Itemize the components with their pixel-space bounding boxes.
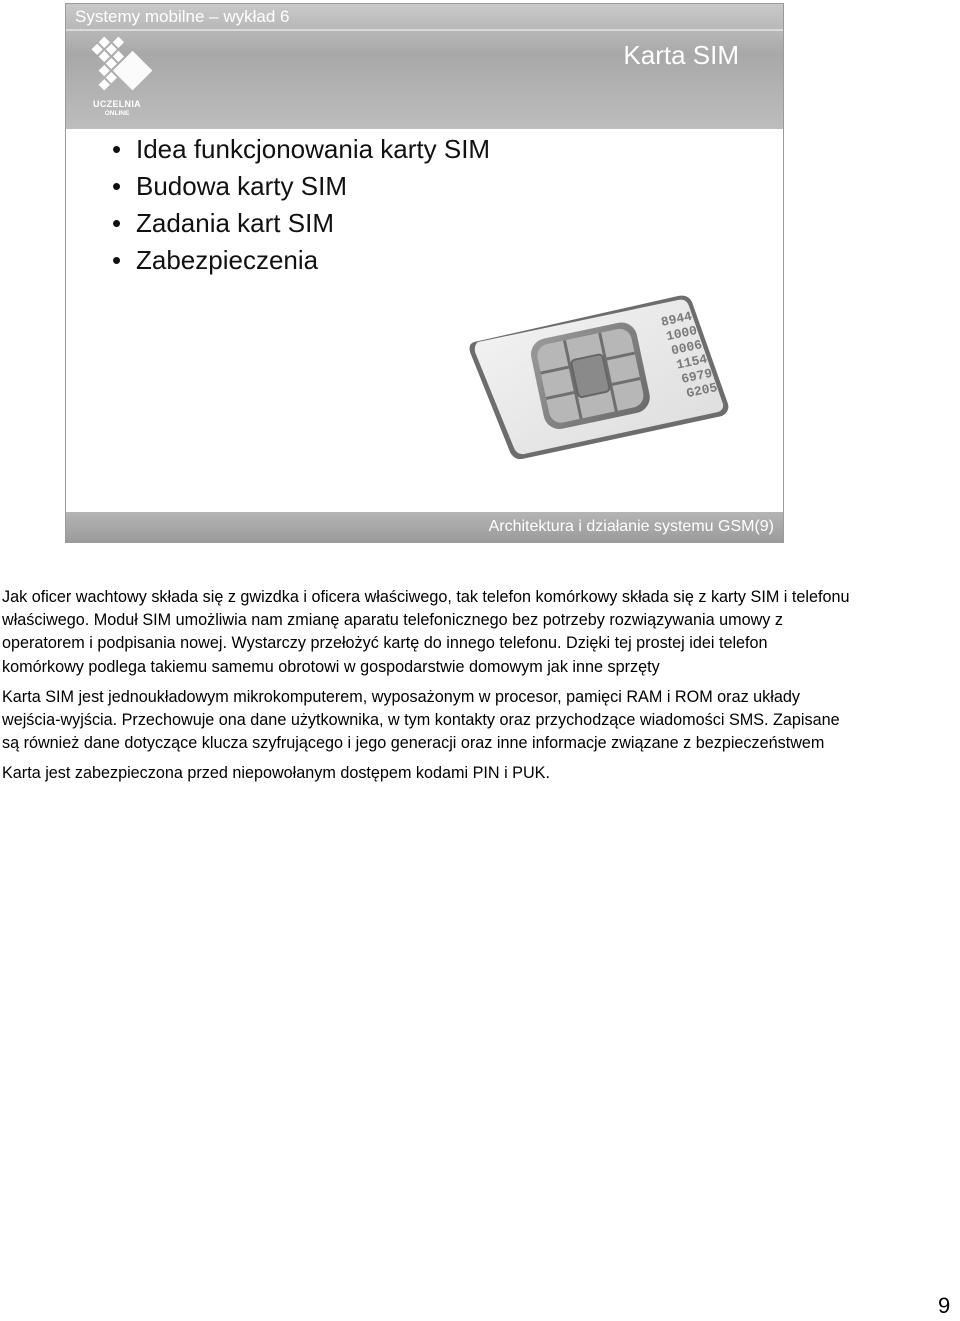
sim-number: 8944 — [659, 308, 694, 330]
bullet-icon: • — [112, 134, 122, 164]
sim-number: 1154 — [674, 351, 709, 373]
topic-item: • Zabezpieczenia — [110, 242, 490, 279]
topic-item: • Zadania kart SIM — [110, 205, 490, 242]
lecture-notes — [2, 586, 852, 793]
logo-text-uczelnia: UCZELNIA — [93, 99, 141, 109]
sim-number: 0006 — [669, 337, 704, 359]
slide-header — [66, 4, 783, 129]
sim-number: G205 — [685, 380, 719, 402]
slide-title: Karta SIM — [623, 40, 739, 70]
slide — [65, 3, 784, 543]
footer-text: Architektura i działanie systemu GSM(9) — [488, 518, 774, 535]
bullet-icon: • — [112, 208, 122, 238]
notes-paragraph: Karta jest zabezpieczona przed niepowołanym dostępem kodami PIN i PUK. — [2, 764, 550, 783]
bullet-icon: • — [112, 245, 122, 275]
slide-footer — [66, 512, 783, 542]
topic-item: • Budowa karty SIM — [110, 168, 490, 205]
page-number: 9 — [938, 1293, 951, 1318]
notes-paragraph: Jak oficer wachtowy składa się z gwizdka i oficera właściwego, tak telefon komórkowy składa się z karty SIM i telefonu właściwego. Moduł SIM umożliwia nam zmianę aparatu telefonicznego bez potrzeby rozwiązywania umowy z operatorem i podpisania nowej. Wystarczy przełożyć kartę do innego telefonu. Dzięki tej prostej idei telefon komórkowy podlega takiemu samemu obrotowi w gospodarstwie domowym jak inne sprzęty — [2, 588, 850, 676]
topic-list — [110, 131, 490, 279]
bullet-icon: • — [112, 171, 122, 201]
logo-text-online: ONLINE — [104, 110, 130, 117]
topic-item: • Idea funkcjonowania karty SIM — [110, 131, 490, 168]
notes-paragraph: Karta SIM jest jednoukładowym mikrokomputerem, wyposażonym w procesor, pamięci RAM i ROM oraz układy wejścia-wyjścia. Przechowuje ona dane użytkownika, w tym kontakty oraz przychodzące wiadomości SMS. Zapisane są również dane dotyczące klucza szyfrującego i jego generacji oraz inne informacje związane z bezpieczeństwem — [2, 687, 840, 753]
sim-number: 6979 — [680, 365, 714, 387]
header-stripe — [66, 29, 783, 31]
sim-card-image — [466, 294, 756, 459]
course-name: Systemy mobilne – wykład 6 — [75, 7, 290, 26]
sim-number: 1000 — [664, 323, 699, 345]
